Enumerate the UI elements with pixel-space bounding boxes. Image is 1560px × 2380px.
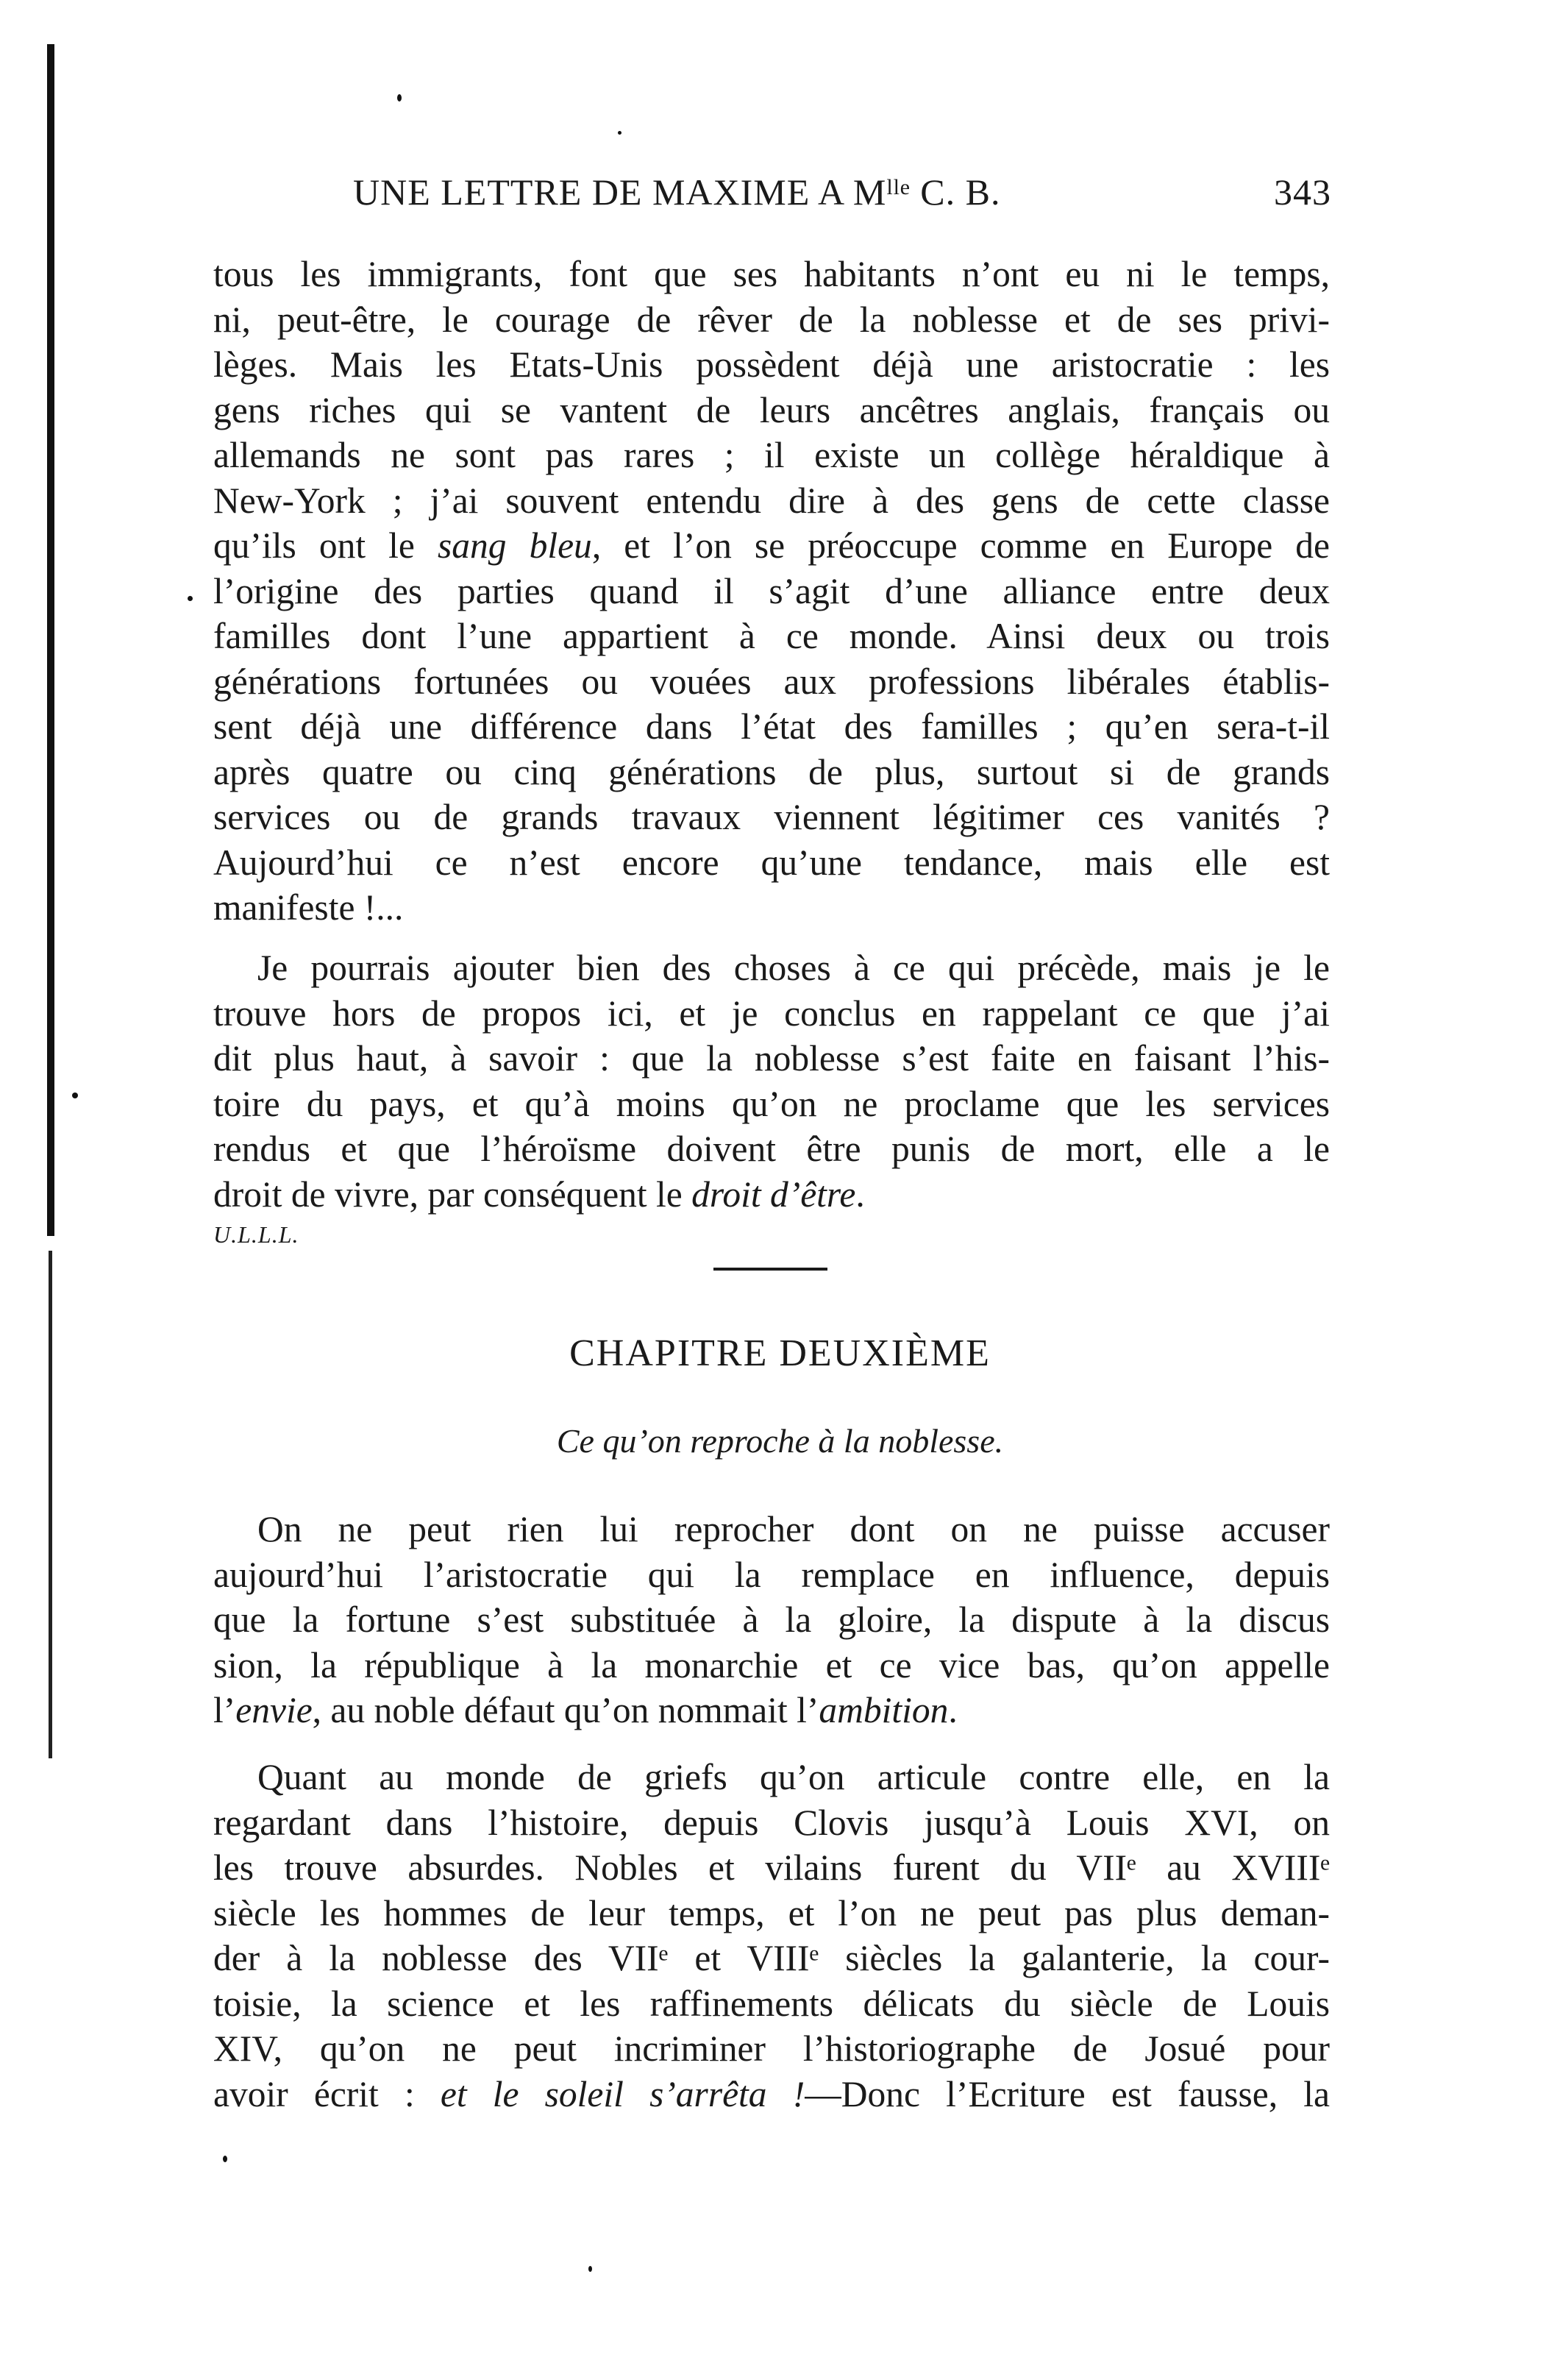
- text-line: rendus et que l’héroïsme doivent être punis de mort, elle a le: [213, 1129, 1330, 1169]
- text-line: manifeste !...: [213, 887, 404, 928]
- text-run: .: [855, 1173, 865, 1215]
- text-line: dit plus haut, à savoir : que la noblesse s’est faite en faisant l’his-: [213, 1038, 1330, 1079]
- text-line: trouve hors de propos ici, et je conclus en rappelant ce que j’ai: [213, 992, 1330, 1034]
- chapter-title: CHAPITRE DEUXIÈME: [569, 1332, 991, 1374]
- paragraph-1: [213, 252, 1330, 931]
- text-line: XIV, qu’on ne peut incriminer l’historiographe de Josué pour: [213, 2028, 1330, 2069]
- text-line: [213, 2072, 1330, 2117]
- text-line: Quant au monde de griefs qu’on articule contre elle, en la: [257, 1757, 1330, 1797]
- signature: U.L.L.L.: [213, 1221, 299, 1248]
- text-line: que la fortune s’est substituée à la gloire, la dispute à la discus: [213, 1599, 1330, 1640]
- italic-word: envie: [235, 1690, 313, 1730]
- text-run: , et l’on se préoccupe comme en Europe de: [591, 525, 1330, 566]
- text-line: regardant dans l’histoire, depuis Clovis jusqu’à Louis XVI, on: [213, 1802, 1330, 1843]
- scan-speck: [223, 2156, 227, 2162]
- paragraph-3: [213, 1507, 1330, 1733]
- text-line: der à la noblesse des VIIᵉ et VIIIᵉ siècles la galanterie, la cour-: [213, 1938, 1330, 1978]
- italic-word: ambition: [819, 1690, 949, 1730]
- text-line: ni, peut-être, le courage de rêver de la noblesse et de ses privi-: [213, 299, 1330, 340]
- text-line: les trouve absurdes. Nobles et vilains furent du VIIᵉ au XVIIIᵉ: [213, 1847, 1330, 1888]
- chapter-subtitle: Ce qu’on reproche à la noblesse.: [556, 1422, 1004, 1460]
- running-head-title: UNE LETTRE DE MAXIME A Mˡˡᵉ C. B.: [353, 171, 1001, 213]
- text-line: siècle les hommes de leur temps, et l’on ne peut pas plus deman-: [213, 1892, 1330, 1933]
- text-line: après quatre ou cinq générations de plus, surtout si de grands: [213, 751, 1330, 792]
- text-line: Aujourd’hui ce n’est encore qu’une tendance, mais elle est: [213, 842, 1330, 883]
- text-run: —Donc l’Ecriture est fausse, la: [805, 2073, 1331, 2114]
- text-line: Je pourrais ajouter bien des choses à ce qui précède, mais je le: [257, 948, 1330, 988]
- text-run: droit de vivre, par conséquent le: [213, 1173, 692, 1215]
- text-run: l’: [213, 1690, 236, 1730]
- scan-speck: [397, 94, 402, 102]
- text-line: allemands ne sont pas rares ; il existe un collège héraldique à: [213, 435, 1330, 475]
- text-line: générations fortunées ou vouées aux professions libérales établis-: [213, 661, 1330, 702]
- scan-binding-edge-lower: [49, 1251, 52, 1758]
- text-line: services ou de grands travaux viennent légitimer ces vanités ?: [213, 797, 1330, 837]
- text-line: [213, 523, 1330, 569]
- text-line: sion, la république à la monarchie et ce vice bas, qu’on appelle: [213, 1644, 1330, 1685]
- text-line: [213, 1172, 1330, 1218]
- text-line: [213, 1688, 1330, 1733]
- text-run: .: [948, 1690, 958, 1730]
- text-run: , au noble défaut qu’on nommait l’: [312, 1690, 819, 1730]
- scan-speck: [72, 1093, 78, 1098]
- text-line: familles dont l’une appartient à ce monde. Ainsi deux ou trois: [213, 616, 1330, 656]
- text-run: avoir écrit :: [213, 2073, 441, 2114]
- scan-binding-edge: [47, 44, 54, 1236]
- paragraph-2: [213, 945, 1330, 1217]
- italic-phrase: sang bleu: [437, 525, 592, 566]
- text-line: tous les immigrants, font que ses habitants n’ont eu ni le temps,: [213, 254, 1330, 294]
- text-line: New-York ; j’ai souvent entendu dire à des gens de cette classe: [213, 480, 1330, 521]
- text-run: qu’ils ont le: [213, 525, 438, 566]
- text-line: aujourd’hui l’aristocratie qui la remplace en influence, depuis: [213, 1554, 1330, 1595]
- italic-phrase: droit d’être: [691, 1173, 856, 1215]
- text-line: On ne peut rien lui reprocher dont on ne puisse accuser: [257, 1509, 1330, 1549]
- page-number: 343: [1274, 171, 1331, 213]
- text-line: toire du pays, et qu’à moins qu’on ne proclame que les services: [213, 1083, 1330, 1124]
- text-line: lèges. Mais les Etats-Unis possèdent déjà une aristocratie : les: [213, 344, 1330, 385]
- text-line: l’origine des parties quand il s’agit d’une alliance entre deux: [213, 570, 1330, 611]
- section-divider: [713, 1268, 827, 1271]
- scan-speck: [588, 2266, 592, 2272]
- scan-speck: [618, 131, 621, 135]
- text-line: toisie, la science et les raffinements délicats du siècle de Louis: [213, 1983, 1330, 2024]
- text-line: gens riches qui se vantent de leurs ancêtres anglais, français ou: [213, 389, 1330, 430]
- scan-speck: [188, 596, 193, 601]
- paragraph-4: [213, 1755, 1330, 2117]
- italic-phrase: et le soleil s’arrêta !: [440, 2073, 805, 2114]
- text-line: sent déjà une différence dans l’état des familles ; qu’en sera-t-il: [213, 706, 1330, 747]
